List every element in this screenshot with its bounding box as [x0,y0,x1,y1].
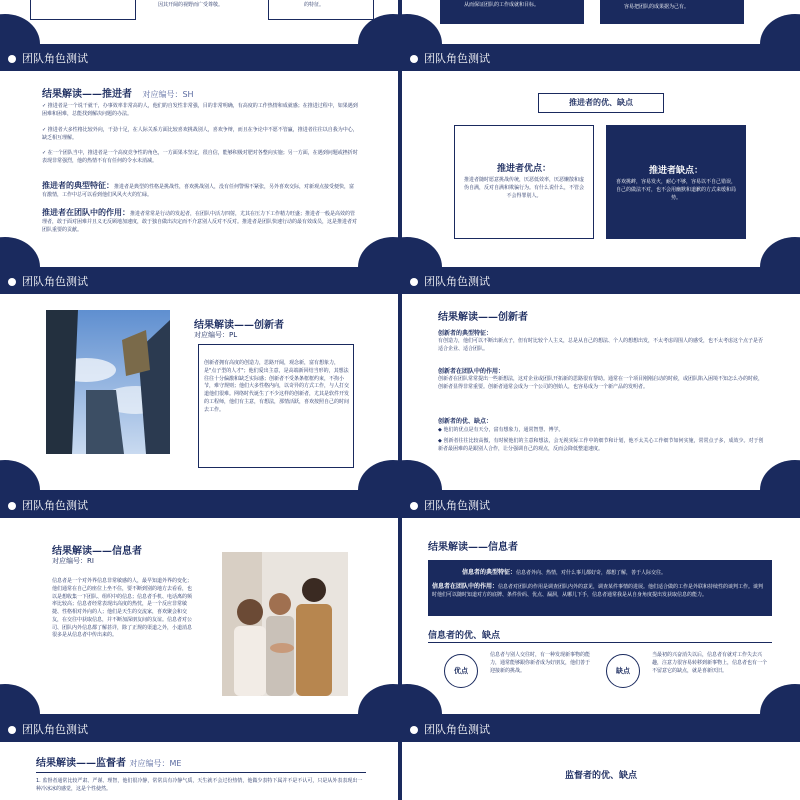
pc-text: 他们的优点是有天分，富有想象力，通常智慧、博学。 [443,427,564,433]
corner-decoration [760,237,800,267]
team-role-para [432,582,768,600]
slide-title: 监督者的优、缺点 [564,771,637,781]
cons-text: 当最初的兴奋消失以后，信息者有就对工作失去兴趣，注意力很容易转移到新事物上，信息者也有一个不留意它的缺点，就是喜新厌旧。 [652,652,768,674]
cons-text: 喜欢挑衅，容易发火，耐心不够，容易以不自己错误，自己的做法不对，也不会用幽默和道歉的方式来缓和局势。 [615,179,736,201]
bullet-dot-icon [410,278,418,286]
corner-decoration [358,460,398,490]
slide-monitor-evaluator [0,718,398,800]
slide-plant-details [402,270,800,490]
body-text: 信息者是一个对外界信息非常敏感的人，最早知道外界的变化；他们通常在自己的座位上坐不住，要不断到别的地方去看看，也以是想收集一下团队、组织中的信息；信息者手机、电话离的频率比较高；信息者经常表现出高度的热忱，是一个反应非常敏捷、性格相对外向的人；他们是天生的交流家，喜欢聚会和交友，在交往中获取信息，并不断加深朋友间的友谊。信息者对公司、团队内外信息都了解甚详，除了正规的渠道之外，小道消息很多是从信息者中传出来的。 [52,578,193,639]
label: 推进者在团队中的作用： [42,208,130,217]
typical-traits-para [42,180,358,200]
body-text: 创新者拥有高度的创造力，思路开阔，观念新，富有想象力，是"点子型的人才"；他们爱出主意，是高端新回结当形的，其想法往往十分偏激和缺乏实际感；创新者不受条条框框约束，不拘小节，难守规则；他们大多性格内向，以奇异的方式工作，与人打交道他们很难。网络时代诞生了不少这样的创新者，尤其是软件开发的工程师，他们有主意，有想法，那情活跃，喜欢按照自己的时间去工作。 [204,360,350,413]
bullet-2: ✓ 推进者大多性格比较外向，干劲十足，在人际关系方面比较喜欢挑战别人，喜欢争辩，而且在争论中不愿不管赢，推进者往往以自我为中心，缺乏相互理解。 [42,127,358,141]
bullet-dot-icon [8,502,16,510]
corner-decoration [0,237,40,267]
header-title: 团队角色测试 [22,52,88,65]
slide-header-bar [0,718,398,742]
corner-decoration [402,237,442,267]
header-title: 团队角色测试 [22,275,88,288]
typical-traits-label: 创新者的典型特征： [438,330,493,337]
label: 推进者的典型特征： [42,181,114,190]
corner-decoration [402,14,442,44]
bullet-text: 在一个团队当中，推进者是一个高度竞争性的角色，一方面果本坚定，很自信，能够积极对肥对各整向实施；另一方面，在遇到问题或挫折时表现非常强烈，他的热情不有有任何的令水未消减。 [42,150,358,164]
team-handshake-photo [222,552,348,696]
pc-item-1: ◆ 他们的优点是有天分，富有想象力，通常智慧、博学。 [438,427,564,433]
fragment-text-d: 容易把团队的成果据为己有。 [624,4,690,10]
cons-title: 推进者缺点： [648,166,703,176]
title-underline [428,642,772,643]
header-title: 团队角色测试 [424,275,490,288]
slide-monitor-pros-cons [402,718,800,800]
fragment-text-c: 从而保证团队的工作成就和目标。 [464,2,540,8]
slide-resource-investigator-details [402,494,800,714]
team-role-para [42,207,358,235]
title-text: 结果解读——监督者 [36,758,126,769]
corner-decoration [760,14,800,44]
bullet-dot-icon [410,55,418,63]
corner-decoration [358,237,398,267]
cons-label: 缺点 [616,667,630,675]
slide-header-bar [0,494,398,518]
pros-text: 推进者随时愿意挑战传统，厌恶低效率，厌恶懒散和虚伪自满，反对自满和欺骗行为。有什么说什么，不管会不会得罪别人。 [463,177,584,199]
bullet-dot-icon [410,502,418,510]
slide-title: 结果解读——信息者 [428,542,518,553]
bullet-text: 推进者是一个说干就干，办事效率非常高的人，他们的自发性非常强，目的非常明确，有高度的工作热情和成就感；在推进过程中，如果遇到困难和困难，总能找到解决问题的办法。 [42,103,358,117]
pros-text: 信息者与别人交往时，有一种发现新事物的能力，通常能够跟你新者成为好朋友，他们善于迎接新的挑战。 [490,652,591,674]
skyscraper-photo [46,310,170,454]
body: 推进者是典型的性格是挑战性，喜欢挑战别人，没有任何警惕不紧张，另外喜欢交际，对新观点接受便快，富有激情，工作中总可以看到他们风风火火的忙碌。 [42,184,355,199]
corner-decoration [0,460,40,490]
body: 推进者常常是行动的发起者，在团队中活力四射，尤其在压力下工作精力旺盛；推进者一般是高效的管理者，敢于面对困难并且义无反顾地加速度，敢于独自做出决定而不介意别人反对不反对。推进者是团队快速行动的最有效成员，这是推进者对团队重要的贡献。 [42,211,358,234]
slide-header-bar [402,494,800,518]
slide-pusher-pros-cons [402,47,800,267]
fragment-text-b: 的特征。 [304,2,325,8]
pros-cons-title: 推进者的优、缺点 [538,93,664,113]
slide-resource-investigator [0,494,398,714]
slide-pusher-interpretation [0,47,398,267]
header-title: 团队角色测试 [22,723,88,736]
slide-title: 结果解读——信息者 [52,546,142,557]
slide-title [42,85,194,100]
slide-title: 结果解读——创新者 [438,312,528,323]
slide-title: 结果解读——创新者 [194,320,284,331]
bullet-dot-icon [8,55,16,63]
corner-decoration [0,684,40,714]
header-title: 团队角色测试 [22,499,88,512]
fragment-text-a: 因其开阔的视野而广受尊敬。 [158,2,224,8]
label: 信息者在团队中的作用： [432,583,499,590]
code-text: 对应编号：PL [194,331,238,339]
bullet-dot-icon [410,726,418,734]
header-title: 团队角色测试 [424,52,490,65]
label: 信息者的典型特征： [462,569,517,576]
header-title: 团队角色测试 [424,723,490,736]
pros-cons-title: 信息者的优、缺点 [428,631,501,641]
code-text: 对应编号：ME [129,759,182,768]
corner-decoration [358,684,398,714]
bullet-text: 推进者大多性格比较外向，干劲十足，在人际关系方面比较喜欢挑战别人，喜欢争辩，而且在争论中不愿不管赢，推进者往往以自我为中心，缺乏相互理解。 [42,127,358,141]
corner-decoration [402,460,442,490]
slide-header-bar [402,270,800,294]
item-1: 1. 监督者通常比较严肃、严谨、理智，他们很冷静，常常具有冷静气质，天生就不会过份热情，他做少表特下属并不是不认可，只是从外表表现出一种冷冰冰的感觉，这是个性使然。 [36,778,363,792]
team-role-text: 创新者在团队常常提出一些新想法，这对企业或团队开拓新的思路很有帮助。通常在一个项目刚刚启动的时候，或团队陷入困境不知怎么办的时候，创新者显得非常重要。创新者通常会成为一个公司的创始人，也容易成为一个新产品的发明者。 [438,376,764,390]
pc-text: 创新者往往比较高傲，有时候他们的主意和想法，会无视实际工作中的细节和计划，他不太关心工作细节如何实施，常常点子多，成效少。对于创新者最困难的是跟别人合作，让分强调自己的观点，反而会降低整道速度。 [438,438,764,452]
team-role-label: 创新者在团队中的作用： [438,368,505,375]
typical-traits-text: 有创造力，他们可以不断出新点子，但有时比较个人主义，总是从自己的想法、个人的想想出发，不太考虑周围人的感受，也不太考虑这个点子是否适合企业、适合团队。 [438,338,764,352]
corner-decoration [402,684,442,714]
slide-header-bar [0,270,398,294]
bullet-dot-icon [8,726,16,734]
fragment-box-a [30,0,136,20]
pros-label: 优点 [454,667,468,675]
typical-traits-para [462,568,762,578]
slide-header-bar [0,47,398,71]
code-text: 对应编号：SH [142,90,194,99]
slide-plant-interpretation [0,270,398,490]
slide-top-right [402,0,800,44]
header-title: 团队角色测试 [424,499,490,512]
title-underline [36,772,366,773]
pros-cons-label: 创新者的优、缺点： [438,418,493,425]
bullet-3: ✓ 在一个团队当中，推进者是一个高度竞争性的角色，一方面果本坚定，很自信，能够积极对肥对各整向实施；另一方面，在遇到问题或挫折时表现非常强烈，他的热情不有有任何的令水未消减。 [42,150,358,164]
body: 信息者外向、热情，对什么事儿都好奇，都想了解，善于人际交往。 [516,570,667,576]
corner-decoration [760,460,800,490]
title-text: 结果解读——推进者 [42,89,132,100]
code-text: 对应编号：RI [52,557,94,565]
slide-header-bar [402,718,800,742]
bullet-dot-icon [8,278,16,286]
slide-top-left [0,0,398,44]
pros-title: 推进者优点： [496,164,551,174]
bullet-1: ✓ 推进者是一个说干就干，办事效率非常高的人，他们的自发性非常强，目的非常明确，有高度的工作热情和成就感；在推进过程中，如果遇到困难和困难，总能找到解决问题的办法。 [42,103,358,117]
slide-title [36,754,181,769]
corner-decoration [760,684,800,714]
pc-item-2: ◆ 创新者往往比较高傲，有时候他们的主意和想法，会无视实际工作中的细节和计划，他不太关心工作细节如何实施，常常点子多，成效少。对于创新者最困难的是跟别人合作，让分强调自己的观点，反而会降低整道速度。 [438,438,764,452]
body: 信息者对团队的作用是调查团队内外的意见，调查某件事情的进展。他们适合做的工作是外联和持续性的谈判工作。谈判时他们可以随时知道对方的底牌、条件价码、优点、漏洞，从哪儿下手，信息者通常我是从自身角度提出发获取信息的能力。 [432,584,764,598]
slide-header-bar [402,47,800,71]
